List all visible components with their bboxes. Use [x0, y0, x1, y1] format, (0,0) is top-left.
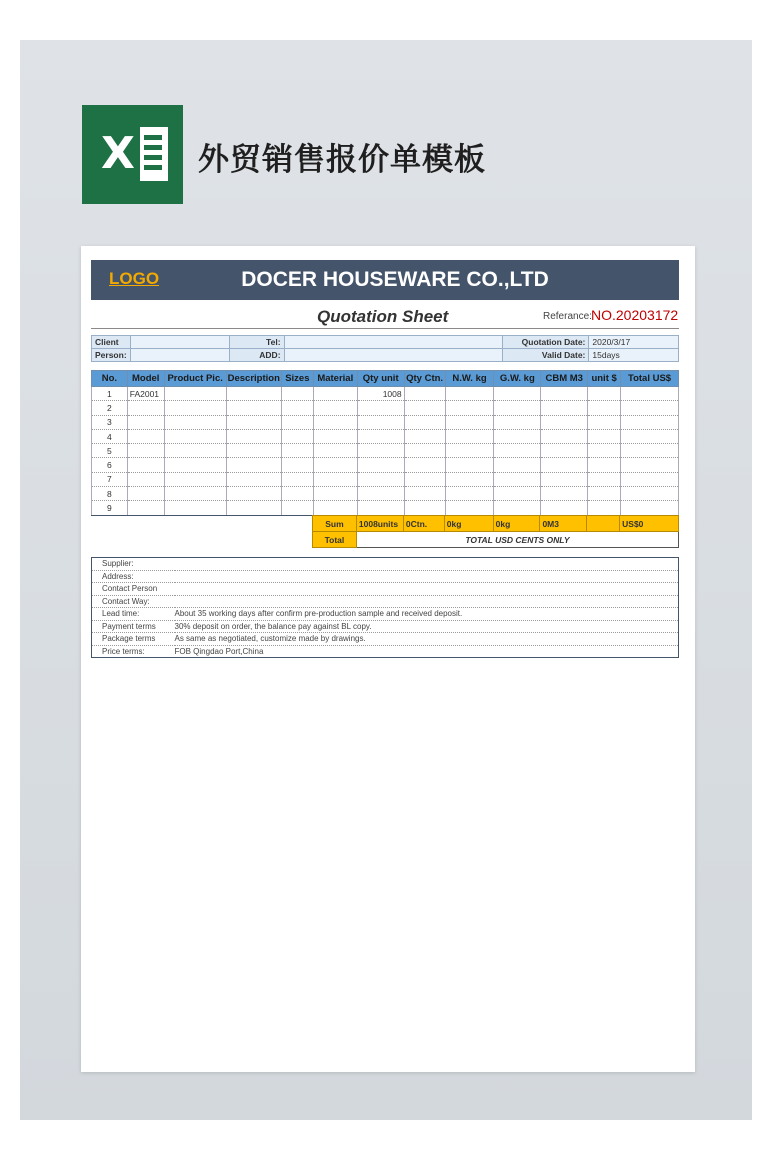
terms-label: Contact Person — [92, 583, 175, 596]
table-cell[interactable] — [357, 487, 404, 501]
table-cell[interactable] — [541, 429, 588, 443]
row-number: 7 — [92, 472, 128, 486]
terms-label: Lead time: — [92, 608, 175, 621]
table-cell[interactable] — [621, 429, 679, 443]
column-header: Model — [127, 371, 164, 387]
table-cell[interactable] — [357, 472, 404, 486]
table-cell[interactable] — [621, 472, 679, 486]
table-row — [92, 387, 679, 401]
table-cell[interactable] — [226, 501, 281, 515]
table-cell[interactable] — [494, 458, 541, 472]
client-field[interactable] — [130, 336, 229, 349]
table-cell[interactable] — [588, 487, 621, 501]
terms-value[interactable] — [175, 595, 679, 608]
table-cell[interactable] — [164, 415, 226, 429]
table-cell[interactable] — [313, 458, 357, 472]
table-cell[interactable] — [445, 458, 494, 472]
table-cell[interactable] — [404, 472, 445, 486]
column-header: Qty unit — [357, 371, 404, 387]
table-cell[interactable] — [445, 415, 494, 429]
sum-label: Sum — [313, 516, 357, 532]
table-cell[interactable] — [588, 472, 621, 486]
table-cell[interactable] — [357, 501, 404, 515]
column-header: Total US$ — [621, 371, 679, 387]
row-number: 5 — [92, 444, 128, 458]
column-header: Product Pic. — [164, 371, 226, 387]
table-cell[interactable] — [541, 487, 588, 501]
quotation-date-field[interactable]: 2020/3/17 — [589, 336, 679, 349]
table-cell[interactable] — [588, 387, 621, 401]
table-cell[interactable] — [588, 401, 621, 415]
table-cell[interactable] — [445, 429, 494, 443]
terms-label: Package terms — [92, 633, 175, 646]
table-cell[interactable] — [127, 444, 164, 458]
table-cell[interactable] — [164, 401, 226, 415]
total-label: Total — [313, 532, 357, 548]
table-cell[interactable] — [445, 472, 494, 486]
person-label: Person: — [92, 349, 131, 362]
table-cell[interactable] — [281, 487, 313, 501]
table-cell[interactable] — [541, 387, 588, 401]
terms-label: Address: — [92, 570, 175, 583]
table-cell[interactable] — [313, 487, 357, 501]
valid-date-label: Valid Date: — [502, 349, 589, 362]
sum-gw: 0kg — [493, 516, 540, 532]
add-field[interactable] — [284, 349, 502, 362]
sum-table — [312, 515, 679, 548]
terms-row — [92, 608, 679, 621]
table-cell[interactable]: 1008 — [357, 387, 404, 401]
terms-row — [92, 633, 679, 646]
table-cell[interactable] — [494, 487, 541, 501]
table-cell[interactable] — [445, 387, 494, 401]
table-cell[interactable] — [541, 501, 588, 515]
terms-value[interactable]: About 35 working days after confirm pre-production sample and received deposit. — [175, 608, 679, 621]
company-banner — [91, 260, 679, 300]
terms-row — [92, 620, 679, 633]
table-cell[interactable] — [541, 401, 588, 415]
column-header: N.W. kg — [445, 371, 494, 387]
table-row — [92, 472, 679, 486]
table-cell[interactable] — [541, 472, 588, 486]
table-cell[interactable] — [588, 444, 621, 458]
table-cell[interactable] — [621, 444, 679, 458]
table-cell[interactable] — [127, 401, 164, 415]
reference-number: NO.20203172 — [591, 307, 679, 323]
items-table — [91, 370, 679, 516]
table-cell[interactable] — [357, 415, 404, 429]
table-cell[interactable] — [127, 458, 164, 472]
table-cell[interactable] — [445, 487, 494, 501]
column-header: CBM M3 — [541, 371, 588, 387]
table-cell[interactable] — [127, 487, 164, 501]
table-cell[interactable] — [404, 387, 445, 401]
table-cell[interactable] — [494, 401, 541, 415]
sum-qty-ctn: 0Ctn. — [403, 516, 444, 532]
table-cell[interactable] — [226, 415, 281, 429]
table-cell[interactable] — [357, 401, 404, 415]
terms-row — [92, 558, 679, 571]
table-cell[interactable] — [226, 487, 281, 501]
terms-row — [92, 570, 679, 583]
tel-label: Tel: — [229, 336, 284, 349]
table-cell[interactable] — [281, 501, 313, 515]
column-header: Sizes — [281, 371, 313, 387]
table-cell[interactable] — [445, 501, 494, 515]
total-in-words: TOTAL USD CENTS ONLY — [356, 532, 678, 548]
tel-field[interactable] — [284, 336, 502, 349]
table-cell[interactable] — [494, 387, 541, 401]
terms-table — [91, 557, 679, 658]
table-cell[interactable] — [313, 387, 357, 401]
reference-label: Referance: — [543, 311, 592, 322]
table-cell[interactable] — [541, 415, 588, 429]
table-row — [92, 458, 679, 472]
table-cell[interactable] — [588, 501, 621, 515]
table-cell[interactable] — [164, 444, 226, 458]
table-row — [92, 501, 679, 515]
quotation-document — [81, 246, 695, 1072]
add-label: ADD: — [229, 349, 284, 362]
table-cell[interactable] — [445, 444, 494, 458]
table-cell[interactable] — [494, 501, 541, 515]
company-name: DOCER HOUSEWARE CO.,LTD — [241, 268, 549, 291]
terms-label: Supplier: — [92, 558, 175, 571]
person-field[interactable] — [130, 349, 229, 362]
table-cell[interactable] — [621, 501, 679, 515]
table-cell[interactable] — [404, 487, 445, 501]
table-cell[interactable] — [281, 401, 313, 415]
table-cell[interactable] — [404, 401, 445, 415]
table-cell[interactable] — [313, 444, 357, 458]
table-cell[interactable] — [621, 458, 679, 472]
table-cell[interactable] — [164, 429, 226, 443]
title-divider — [91, 328, 679, 329]
table-cell[interactable] — [226, 458, 281, 472]
table-cell[interactable] — [494, 444, 541, 458]
excel-sheet-graphic — [138, 127, 168, 181]
quotation-date-label: Quotation Date: — [502, 336, 589, 349]
table-cell[interactable] — [281, 458, 313, 472]
sum-cbm: 0M3 — [540, 516, 587, 532]
table-row — [92, 401, 679, 415]
table-cell[interactable] — [404, 501, 445, 515]
table-cell[interactable] — [164, 458, 226, 472]
column-header: Description — [226, 371, 281, 387]
table-cell[interactable] — [588, 415, 621, 429]
logo: LOGO — [109, 269, 160, 288]
table-cell[interactable] — [541, 444, 588, 458]
table-cell[interactable] — [313, 429, 357, 443]
table-cell[interactable] — [621, 487, 679, 501]
terms-label: Payment terms — [92, 620, 175, 633]
table-cell[interactable] — [281, 429, 313, 443]
table-cell[interactable] — [357, 429, 404, 443]
table-cell[interactable] — [164, 387, 226, 401]
row-number: 2 — [92, 401, 128, 415]
sum-unit-price — [587, 516, 620, 532]
items-header-row — [92, 371, 679, 387]
table-row — [92, 415, 679, 429]
table-cell[interactable] — [226, 472, 281, 486]
row-number: 9 — [92, 501, 128, 515]
table-cell[interactable] — [226, 444, 281, 458]
valid-date-field[interactable]: 15days — [589, 349, 679, 362]
table-cell[interactable] — [621, 401, 679, 415]
table-cell[interactable] — [226, 401, 281, 415]
table-cell[interactable] — [313, 401, 357, 415]
client-info-table — [91, 335, 679, 362]
column-header: Qty Ctn. — [404, 371, 445, 387]
table-cell[interactable]: FA2001 — [127, 387, 164, 401]
terms-label: Contact Way: — [92, 595, 175, 608]
table-row — [92, 444, 679, 458]
table-cell[interactable] — [313, 501, 357, 515]
table-cell[interactable] — [357, 458, 404, 472]
terms-row — [92, 583, 679, 596]
terms-value[interactable] — [175, 558, 679, 571]
row-number: 1 — [92, 387, 128, 401]
row-number: 3 — [92, 415, 128, 429]
table-cell[interactable] — [164, 487, 226, 501]
table-cell[interactable] — [621, 387, 679, 401]
table-cell[interactable] — [404, 415, 445, 429]
row-number: 6 — [92, 458, 128, 472]
terms-value[interactable]: 30% deposit on order, the balance pay against BL copy. — [175, 620, 679, 633]
sum-nw: 0kg — [444, 516, 493, 532]
terms-row — [92, 645, 679, 658]
table-cell[interactable] — [281, 415, 313, 429]
table-cell[interactable] — [281, 472, 313, 486]
table-cell[interactable] — [313, 415, 357, 429]
column-header: unit $ — [588, 371, 621, 387]
table-cell[interactable] — [281, 387, 313, 401]
page-title: 外贸销售报价单模板 — [198, 142, 486, 178]
column-header: No. — [92, 371, 128, 387]
table-row — [92, 429, 679, 443]
table-cell[interactable] — [404, 458, 445, 472]
table-cell[interactable] — [494, 415, 541, 429]
client-label: Client — [92, 336, 131, 349]
table-cell[interactable] — [164, 472, 226, 486]
table-cell[interactable] — [127, 429, 164, 443]
table-cell[interactable] — [445, 401, 494, 415]
sum-qty-unit: 1008units — [356, 516, 403, 532]
table-cell[interactable] — [494, 429, 541, 443]
row-number: 8 — [92, 487, 128, 501]
excel-icon — [82, 105, 183, 204]
sheet-title: Quotation Sheet — [317, 307, 449, 326]
table-cell[interactable] — [127, 501, 164, 515]
row-number: 4 — [92, 429, 128, 443]
terms-value[interactable] — [175, 570, 679, 583]
terms-label: Price terms: — [102, 646, 145, 656]
terms-row — [92, 595, 679, 608]
terms-value[interactable]: As same as negotiated, customize made by drawings. — [175, 633, 679, 646]
table-cell[interactable] — [357, 444, 404, 458]
terms-value[interactable]: FOB Qingdao Port,China — [174, 646, 264, 656]
table-cell[interactable] — [127, 472, 164, 486]
table-row — [92, 487, 679, 501]
table-cell[interactable] — [127, 415, 164, 429]
terms-value[interactable] — [175, 583, 679, 596]
sum-total: US$0 — [620, 516, 679, 532]
table-cell[interactable] — [621, 415, 679, 429]
table-cell[interactable] — [494, 472, 541, 486]
column-header: Material — [313, 371, 357, 387]
column-header: G.W. kg — [494, 371, 541, 387]
table-cell[interactable] — [226, 387, 281, 401]
table-cell[interactable] — [541, 458, 588, 472]
table-cell[interactable] — [313, 472, 357, 486]
table-cell[interactable] — [281, 444, 313, 458]
table-cell[interactable] — [588, 429, 621, 443]
table-cell[interactable] — [226, 429, 281, 443]
table-cell[interactable] — [164, 501, 226, 515]
excel-x-glyph: X — [96, 127, 140, 181]
table-cell[interactable] — [404, 444, 445, 458]
table-cell[interactable] — [588, 458, 621, 472]
table-cell[interactable] — [404, 429, 445, 443]
